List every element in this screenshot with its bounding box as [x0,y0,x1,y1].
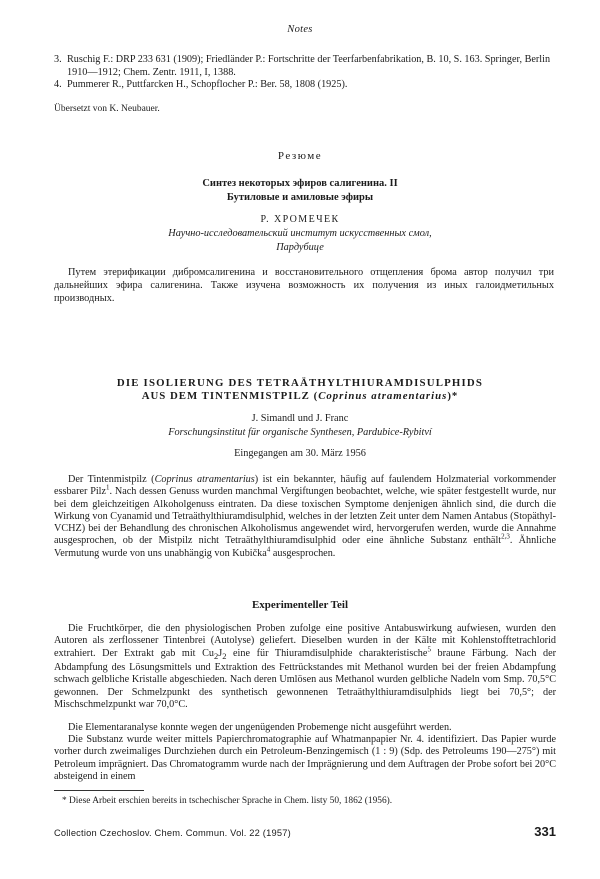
running-head: Notes [287,24,313,35]
article-institute: Forschungsinstitut für organische Synthesen, Pardubice-Rybitví [168,427,432,438]
citation-mark: 1 [106,483,110,492]
reference-text: Pummerer R., Puttfarcken H., Schopflocher P.: Ber. 58, 1808 (1925). [67,79,348,91]
translator-credit: Übersetzt von K. Neubauer. [54,104,160,114]
reference-item [54,79,554,92]
reference-number: 3. [54,54,62,65]
citation-mark: 2,3 [501,533,510,542]
text-run: ) ist ein bekannter, häufig auf faulendem Holzmaterial vorkommender essbarer Pilz [54,474,556,498]
text-run: braune Färbung. Nach der Abdampfung des Lösungsmittels und Extraktion des Fettrückstandes mit Methanol wurden bei der freien Abdampfung schwach gelbliche Kristalle abgeschieden. Nach deren Umlösen aus Methanol wurden gelbliche Nadeln vom Smp. 70,5°C gewonnen. Der Schmelzpunkt des synthetisch gewonnenen Tetraäthylthiuramdisulphids liegt bei 70,5°; der Mischschmelzpunkt war 70,0°C. [54,647,557,710]
rezume-text: Путем этерификации дибромсалигенина и восстановительного отщепления брома автор получил три дальнейших эфира салигенина. Также изучена возможность их получения из иных галоидметильных производных. [54,267,554,304]
citation-mark: 4 [266,545,271,554]
text-run: Der Tintenmistpilz ( [68,474,155,485]
section-heading: Experimenteller Teil [251,599,349,611]
text-run: Die Fruchtkörper, die den physiologischen Proben zufolge eine positive Antabuswirkung aufwiesen, wurden den Autoren als zerflossener Tintenbrei (Autolyse) geliefert. Dieselben wurden in der Kälte mit Kohlenstofftetrachlorid extrahiert. Der Extrakt gab mit Cu [54,623,556,659]
species-name: Coprinus atramentarius [154,474,255,485]
title-text: AUS DEM TINTENMISTPILZ ( [141,390,319,402]
intro-paragraph [54,474,556,560]
footnote: * Diese Arbeit erschien bereits in tschechischer Sprache in Chem. listy 50, 1862 (1956). [62,796,393,806]
text-run: . Nach dessen Genuss wurden manchmal Vergiftungen beobachtet, welche, wie später festgestellt wurde, nur bei dem gleichzeitigen Alkoholgenuss eintraten. Da diese toxischen Symptome denjenigen ähnlich sind, die durch die Wirkung von Cyanamid und Tetraäthylthiuramdisulphid, welches in der letzten Zeit unter dem Namen Antabus (Stopäthyl-VCHZ) bei der Behandlung des chronischen Alkoholismus angewendet wird, hervorgerufen werden, wurde die Annahme ausgesprochen, ob der Mistpilz nicht Tetraäthylthiuramdisulphid oder eine ähnliche Substanz enthält [54,486,556,547]
text-run: J [218,647,223,659]
experimental-paragraph [54,623,556,711]
analysis-paragraph: Die Elementaranalyse konnte wegen der ungenügenden Probemenge nicht ausgeführt werden. [68,722,452,733]
text-run: ausgesprochen. [270,547,336,559]
rezume-subtitle: Бутиловые и амиловые эфиры [226,192,374,203]
text-run: eine für Thiuramdisulphide charakteristische [226,647,428,659]
reference-text: Ruschig F.: DRP 233 631 (1909); Friedländer P.: Fortschritte der Teerfarbenfabrikation, B. 10, S. 163. Springer, Berlin 1910—1912; Chem. Zentr. 1911, I, 1388. [67,54,551,78]
reference-item [54,54,554,79]
page-number: 331 [534,824,556,839]
rezume-institute: Научно-исследовательский институт искусственных смол, [168,228,432,239]
reference-number: 4. [54,79,62,91]
text-run: . Ähnliche Vermutung wurde von uns unabhängig von Kubička [54,535,557,559]
rezume-author: Р. ХРОМЕЧЕК [260,214,340,225]
journal-citation: Collection Czechoslov. Chem. Commun. Vol. 22 (1957) [54,828,291,838]
subscript: 2 [213,650,219,661]
footnote-rule [54,790,144,791]
citation-mark: 5 [427,645,431,654]
received-date: Eingegangen am 30. März 1956 [234,448,366,459]
subscript: 2 [222,650,227,661]
article-title: DIE ISOLIERUNG DES TETRAÄTHYLTHIURAMDISULPHIDS [116,377,484,389]
title-text: )* [447,390,459,402]
chromatography-paragraph: Die Substanz wurde weiter mittels Papierchromatographie auf Whatmanpapier Nr. 4. identifiziert. Das Papier wurde vorher durch zweimaliges Durchziehen durch ein Petroleum-Benzingemisch (1 : 9) (Sdp. des Petroleums 190—275°) mit Petroleum imprägniert. Das Chromatogramm wurde nach der Imprägnierung und dem Auftragen der Probe sofort bei 20°C absteigend in einem [54,734,556,782]
rezume-subtitle: Синтез некоторых эфиров салигенина. II [202,178,398,189]
rezume-heading: Резюме [277,150,323,162]
article-title [60,390,540,402]
article-authors: J. Simandl und J. Franc [251,413,349,424]
title-species: Coprinus atramentarius [318,390,448,402]
reference-list [54,54,554,92]
rezume-institute: Пардубице [276,242,324,253]
